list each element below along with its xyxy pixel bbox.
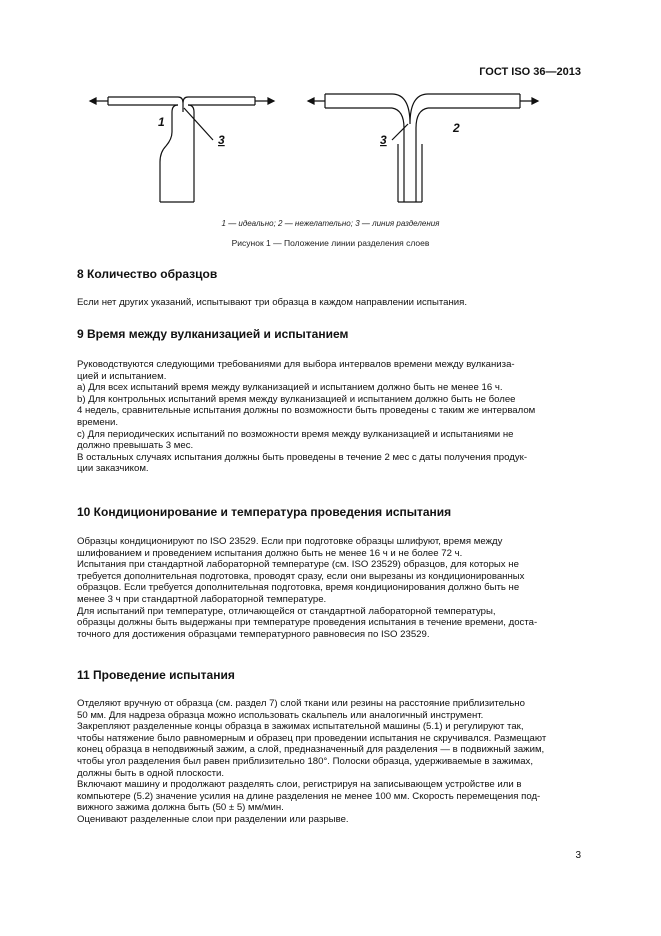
arrowhead-right-1 bbox=[268, 98, 274, 104]
s9-line: с) Для периодических испытаний по возможности время между вулканизацией и испытаниями не bbox=[77, 428, 514, 440]
section-9-title: 9 Время между вулканизацией и испытанием bbox=[77, 327, 349, 341]
s11-line: конец образца в неподвижный зажим, а слой, предназначенный для разделения — в подвижный зажим, bbox=[77, 744, 545, 756]
s11-line: Отделяют вручную от образца (см. раздел 7) слой ткани или резины на расстояние приблизительно bbox=[77, 698, 525, 709]
figure-label-3b: 3 bbox=[380, 133, 387, 147]
s9-line: ции заказчиком. bbox=[77, 463, 149, 475]
s10-line: Испытания при стандартной лабораторной температуре (см. ISO 23529) образцов, для которых не bbox=[77, 559, 519, 571]
s11-line: чтобы натяжение было равномерным и образец при проведении испытания не скручивался. Размещают bbox=[77, 732, 547, 744]
s11-line: Закрепляют разделенные концы образца в зажимах испытательной машины (5.1) и регулируют так, bbox=[77, 721, 524, 733]
s9-line: цией и испытанием. bbox=[77, 370, 167, 382]
section-10-body bbox=[77, 536, 583, 640]
arrowhead-right-2 bbox=[532, 98, 538, 104]
s11-line: Оценивают разделенные слои при разделении или разрыве. bbox=[77, 813, 349, 825]
specimen-ideal bbox=[90, 97, 274, 202]
s10-line: точного для достижения образцами температурного равновесия по ISO 23529. bbox=[77, 628, 430, 640]
arrowhead-left-1 bbox=[90, 98, 96, 104]
s11-line: вижного зажима должна быть (50 ± 5) мм/мин. bbox=[77, 802, 284, 814]
figure-label-1: 1 bbox=[158, 115, 165, 129]
s9-line: В остальных случаях испытания должны быть проведены в течение 2 мес с даты получения продук- bbox=[77, 451, 528, 463]
section-8-title: 8 Количество образцов bbox=[77, 267, 218, 281]
s9-line: b) Для контрольных испытаний время между вулканизацией и испытанием должно быть не более bbox=[77, 393, 516, 405]
s10-line: Образцы кондиционируют по ISO 23529. Если при подготовке образцы шлифуют, время между bbox=[77, 536, 503, 547]
s10-line: менее 3 ч при стандартной лабораторной температуре. bbox=[77, 593, 327, 605]
s11-line: Включают машину и продолжают разделять слои, регистрируя на записывающем устройстве или в bbox=[77, 779, 522, 791]
page-number: 3 bbox=[575, 850, 581, 861]
s9-line: а) Для всех испытаний время между вулканизацией и испытанием должно быть не менее 16 ч. bbox=[77, 382, 503, 394]
section-11-title: 11 Проведение испытания bbox=[77, 668, 235, 682]
arrowhead-left-2 bbox=[308, 98, 314, 104]
s10-line: образцы должны быть выдержаны при температуре проведения испытания в течение времени, доста- bbox=[77, 617, 538, 629]
section-11-body bbox=[77, 698, 583, 826]
figure-separation-line bbox=[80, 84, 550, 214]
figure-label-2: 2 bbox=[453, 121, 460, 135]
specimen-undesirable bbox=[308, 94, 538, 202]
figure-label-3a: 3 bbox=[218, 133, 225, 147]
section-9-body bbox=[77, 359, 583, 475]
s9-line: 4 недель, сравнительные испытания должны по возможности быть проведены с таким же интервалом bbox=[77, 405, 536, 417]
figure-legend: 1 — идеально; 2 — нежелательно; 3 — линия разделения bbox=[221, 219, 440, 228]
section-10-title: 10 Кондиционирование и температура проведения испытания bbox=[77, 505, 452, 519]
s10-line: образцов. Если требуется дополнительная подготовка, время кондиционирования должно быть не bbox=[77, 582, 520, 594]
s10-line: шлифованием и проведением испытания должно быть не менее 16 ч и не более 72 ч. bbox=[77, 547, 463, 559]
s11-line: компьютере (5.2) значение усилия на длине разделения не менее 100 мм. Скорость перемещения под- bbox=[77, 790, 541, 802]
s10-line: требуется дополнительная подготовка, проводят сразу, если они вырезаны из кондиционированных bbox=[77, 570, 525, 582]
s11-line: 50 мм. Для надреза образца можно использовать скальпель или аналогичный инструмент. bbox=[77, 709, 484, 721]
s9-line: Руководствуются следующими требованиями для выбора интервалов времени между вулканиза- bbox=[77, 359, 515, 370]
s10-line: Для испытаний при температуре, отличающейся от стандартной лабораторной температуры, bbox=[77, 605, 496, 617]
section-8-text: Если нет других указаний, испытывают три образца в каждом направлении испытания. bbox=[77, 297, 467, 308]
s9-line: времени. bbox=[77, 416, 119, 428]
document-code: ГОСТ ISO 36—2013 bbox=[479, 66, 581, 78]
figure-caption: Рисунок 1 — Положение линии разделения слоев bbox=[231, 238, 430, 248]
s11-line: должны быть в одной плоскости. bbox=[77, 767, 225, 779]
s11-line: чтобы угол разделения был равен приблизительно 180°. Полоски образца, удерживаемые в зажимах, bbox=[77, 755, 533, 767]
pointer-3b bbox=[392, 124, 408, 140]
s9-line: должно превышать 3 мес. bbox=[77, 440, 194, 452]
pointer-3a bbox=[184, 108, 213, 140]
